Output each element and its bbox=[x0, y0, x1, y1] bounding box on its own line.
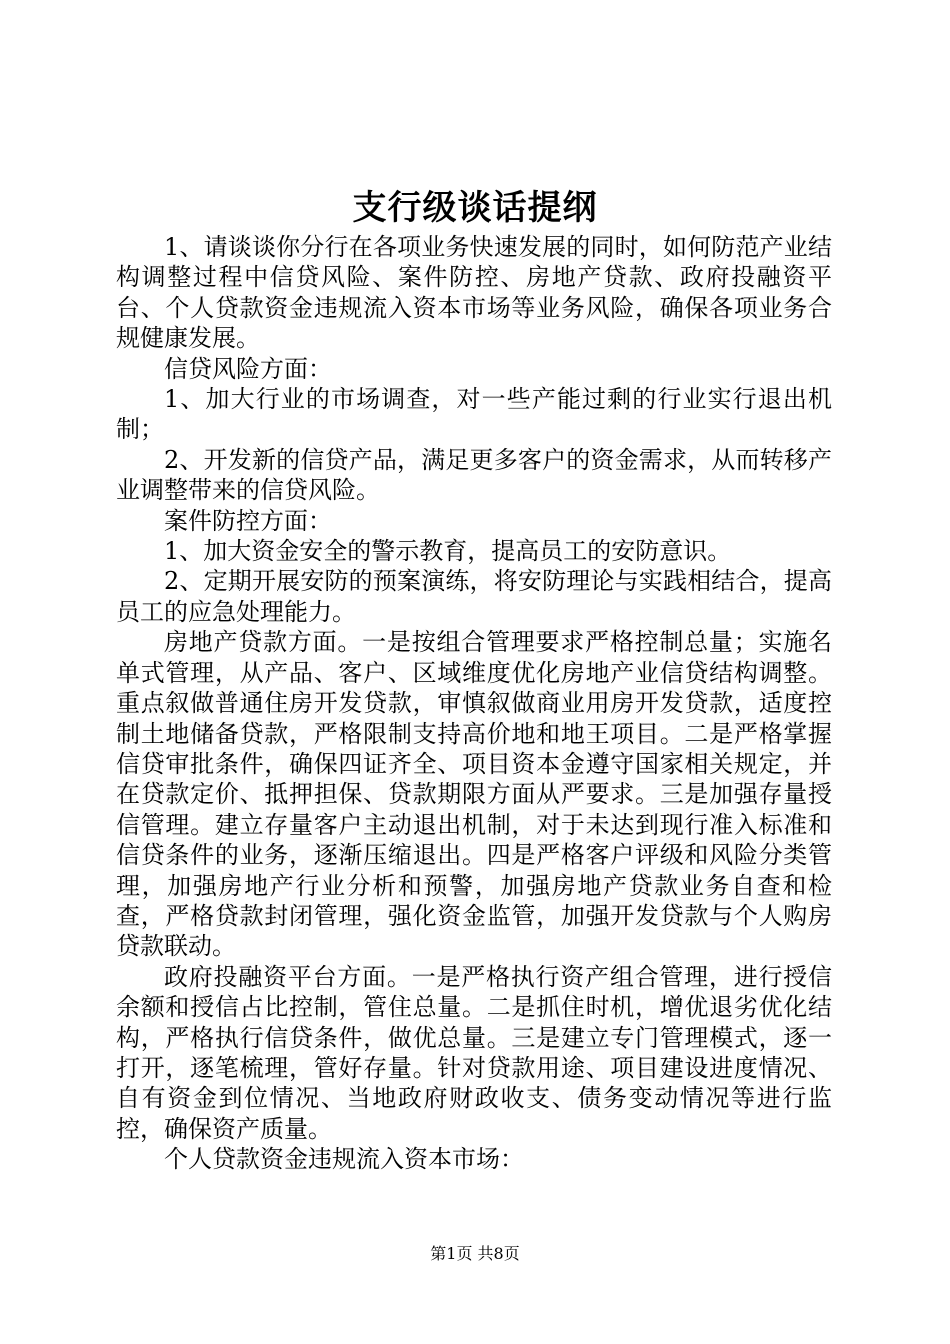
document-body bbox=[116, 232, 832, 1175]
paragraph-government-financing-platform: 政府投融资平台方面。一是严格执行资产组合管理，进行授信余额和授信占比控制，管住总量。二是抓住时机，增优退劣优化结构，严格执行信贷条件，做优总量。三是建立专门管理模式，逐一打开，逐笔梳理，管好存量。针对贷款用途、项目建设进度情况、自有资金到位情况、当地政府财政收支、债务变动情况等进行监控，确保资产质量。 bbox=[116, 962, 832, 1143]
paragraph-credit-risk-1: 1、加大行业的市场调查，对一些产能过剩的行业实行退出机制； bbox=[116, 385, 832, 444]
paragraph-question-1: 1、请谈谈你分行在各项业务快速发展的同时，如何防范产业结构调整过程中信贷风险、案件防控、房地产贷款、政府投融资平台、个人贷款资金违规流入资本市场等业务风险，确保各项业务合规健康发展。 bbox=[116, 233, 832, 353]
paragraph-credit-risk-heading: 信贷风险方面： bbox=[164, 354, 332, 383]
document-title: 支行级谈话提纲 bbox=[352, 188, 598, 228]
paragraph-credit-risk-2: 2、开发新的信贷产品，满足更多客户的资金需求，从而转移产业调整带来的信贷风险。 bbox=[116, 445, 832, 505]
paragraph-case-control-2: 2、定期开展安防的预案演练，将安防理论与实践相结合，提高员工的应急处理能力。 bbox=[116, 567, 832, 626]
page-footer: 第1页 共8页 bbox=[430, 1244, 520, 1263]
paragraph-personal-loans-heading: 个人贷款资金违规流入资本市场： bbox=[164, 1145, 524, 1174]
paragraph-real-estate-loans: 房地产贷款方面。一是按组合管理要求严格控制总量；实施名单式管理，从产品、客户、区域维度优化房地产业信贷结构调整。重点叙做普通住房开发贷款，审慎叙做商业用房开发贷款，适度控制土地储备贷款，严格限制支持高价地和地王项目。二是严格掌握信贷审批条件，确保四证齐全、项目资本金遵守国家相关规定，并在贷款定价、抵押担保、贷款期限方面从严要求。三是加强存量授信管理。建立存量客户主动退出机制，对于未达到现行准入标准和信贷条件的业务，逐渐压缩退出。四是严格客户评级和风险分类管理，加强房地产行业分析和预警，加强房地产贷款业务自查和检查，严格贷款封闭管理，强化资金监管，加强开发贷款与个人购房贷款联动。 bbox=[116, 628, 832, 961]
paragraph-case-control-heading: 案件防控方面： bbox=[164, 506, 332, 535]
paragraph-case-control-1: 1、加大资金安全的警示教育，提高员工的安防意识。 bbox=[164, 537, 732, 566]
